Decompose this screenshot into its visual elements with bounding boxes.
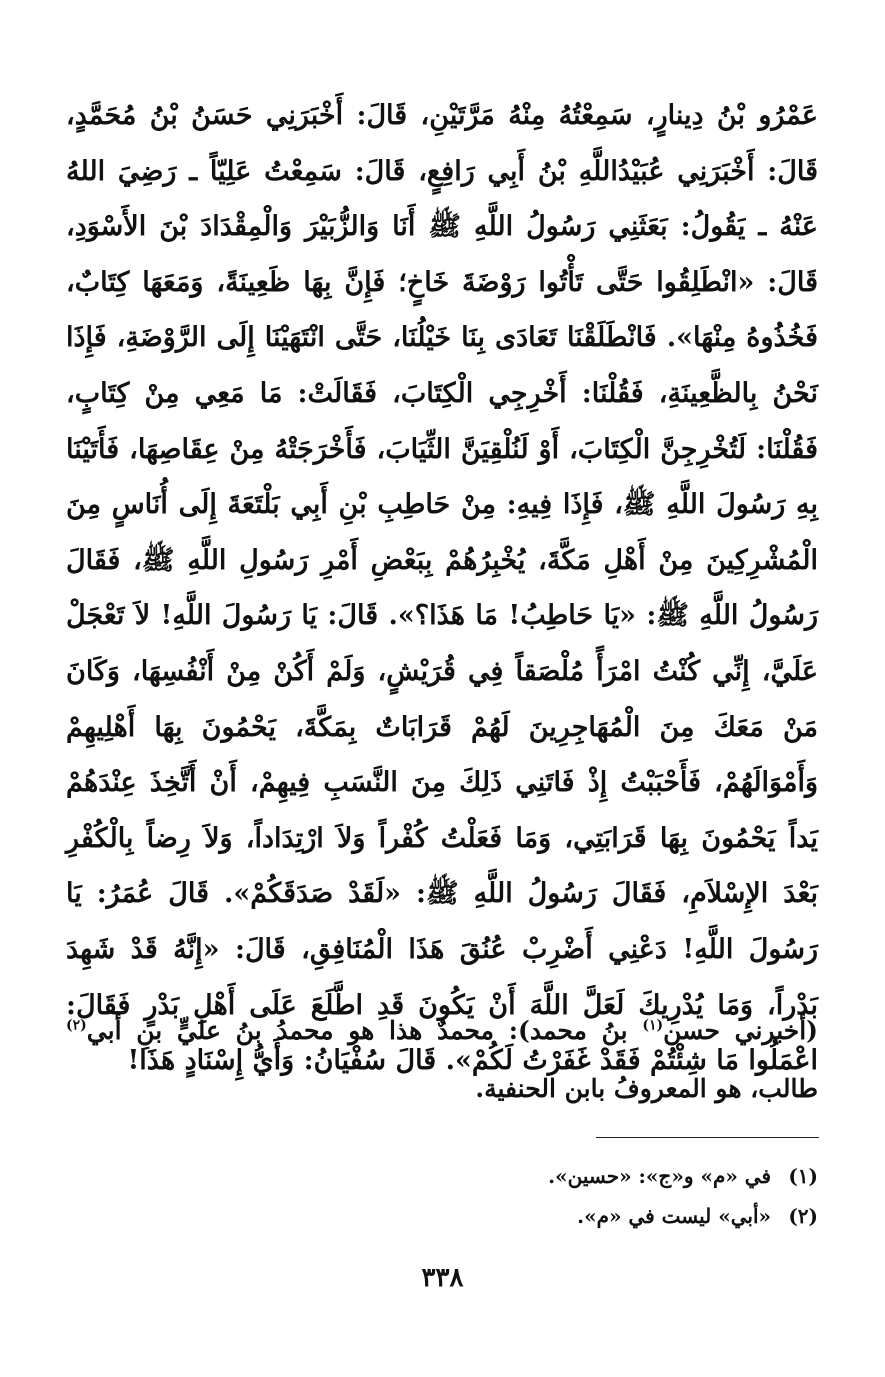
commentary-part-1: (أخبرني حسن (663, 1016, 819, 1045)
footnote-1 (66, 1156, 818, 1196)
footnote-1-text: في «م» و«ج»: «حسين». (548, 1164, 772, 1188)
footnote-2-text: «أبي» ليست في «م». (577, 1204, 772, 1228)
footnote-ref-1: (١) (642, 1017, 664, 1034)
commentary-part-3: طالب، هو المعروفُ بابن الحنفية. (475, 1074, 818, 1103)
footnote-2 (66, 1196, 818, 1236)
footnote-1-number: (١) (788, 1164, 818, 1188)
footnote-2-number: (٢) (788, 1204, 818, 1228)
hadith-text: عَمْرُو بْنُ دِينارٍ، سَمِعْتُهُ مِنْهُ مَرَّتَيْنِ، قَالَ: أَخْبَرَنِي حَسَنُ بْنُ مُحَمَّدٍ، قَالَ: أَخْبَرَنِي عُبَيْدُاللَّهِ بْنُ أَبِي رَافِعٍ، قَالَ: سَمِعْتُ عَلِيّاً ـ رَضِيَ اللهُ عَنْهُ ـ يَقُولُ: بَعَثَنِي رَسُولُ اللَّهِ ﷺ أَنَا وَالزُّبَيْرَ وَالْمِقْدَادَ بْنَ الأَسْوَدِ، قَالَ: «انْطَلِقُوا حَتَّى تَأْتُوا رَوْضَةَ خَاخٍ؛ فَإِنَّ بِهَا ظَعِينَةً، وَمَعَهَا كِتَابٌ، فَخُذُوهُ مِنْهَا». فَانْطَلَقْنَا تَعَادَى بِنَا خَيْلُنَا، حَتَّى انْتَهَيْنَا إِلَى الرَّوْضَةِ، فَإِذَا نَحْنُ بِالظَّعِينَةِ، فَقُلْنَا: أَخْرِجِي الْكِتَابَ، فَقَالَتْ: مَا مَعِي مِنْ كِتَابٍ، فَقُلْنَا: لَتُخْرِجِنَّ الْكِتَابَ، أَوْ لَنُلْقِيَنَّ الثِّيَابَ، فَأَخْرَجَتْهُ مِنْ عِقَاصِهَا، فَأَتَيْنَا بِهِ رَسُولَ اللَّهِ ﷺ، فَإِذَا فِيهِ: مِنْ حَاطِبِ بْنِ أَبِي بَلْتَعَةَ إِلَى أُنَاسٍ مِنَ الْمُشْرِكِينَ مِنْ أَهْلِ مَكَّةَ، يُخْبِرُهُمْ بِبَعْضِ أَمْرِ رَسُولِ اللَّهِ ﷺ، فَقَالَ رَسُولُ اللَّهِ ﷺ: «يَا حَاطِبُ! مَا هَذَا؟». قَالَ: يَا رَسُولَ اللَّهِ! لاَ تَعْجَلْ عَلَيَّ، إِنِّي كُنْتُ امْرَأً مُلْصَقاً فِي قُرَيْشٍ، وَلَمْ أَكُنْ مِنْ أَنْفُسِهَا، وَكَانَ مَنْ مَعَكَ مِنَ الْمُهَاجِرِينَ لَهُمْ قَرَابَاتٌ بِمَكَّةَ، يَحْمُونَ بِهَا أَهْلِيهِمْ وَأَمْوَالَهُمْ، فَأَحْبَبْتُ إِذْ فَاتَنِي ذَلِكَ مِنَ النَّسَبِ فِيهِمْ، أَنْ أَتَّخِذَ عِنْدَهُمْ يَداً يَحْمُونَ بِهَا قَرَابَتِي، وَمَا فَعَلْتُ كُفْراً وَلاَ ارْتِدَاداً، وَلاَ رِضاً بِالْكُفْرِ بَعْدَ الإِسْلاَمِ، فَقَالَ رَسُولُ اللَّهِ ﷺ: «لَقَدْ صَدَقَكُمْ». قَالَ عُمَرُ: يَا رَسُولَ اللَّهِ! دَعْنِي أَضْرِبْ عُنُقَ هَذَا الْمُنَافِقِ، قَالَ: «إِنَّهُ قَدْ شَهِدَ بَدْراً، وَمَا يُدْرِيكَ لَعَلَّ اللَّهَ أَنْ يَكُونَ قَدِ اطَّلَعَ عَلَى أَهْلِ بَدْرٍ فَقَالَ: اعْمَلُوا مَا شِئْتُمْ فَقَدْ غَفَرْتُ لَكُمْ». قَالَ سُفْيَانُ: وَأَيُّ إِسْنَادٍ هَذَا! (66, 100, 819, 1077)
page-number: ٣٣٨ (421, 1263, 464, 1293)
commentary-part-2: بنُ محمد): محمدٌ هذا هو محمدُ بنُ عليٍّ بنِ أبي (86, 1016, 643, 1045)
footnote-separator (596, 1137, 819, 1138)
commentary-paragraph (66, 1002, 818, 1118)
footnote-ref-2: (٢) (66, 1017, 87, 1034)
footnotes (66, 1156, 818, 1236)
